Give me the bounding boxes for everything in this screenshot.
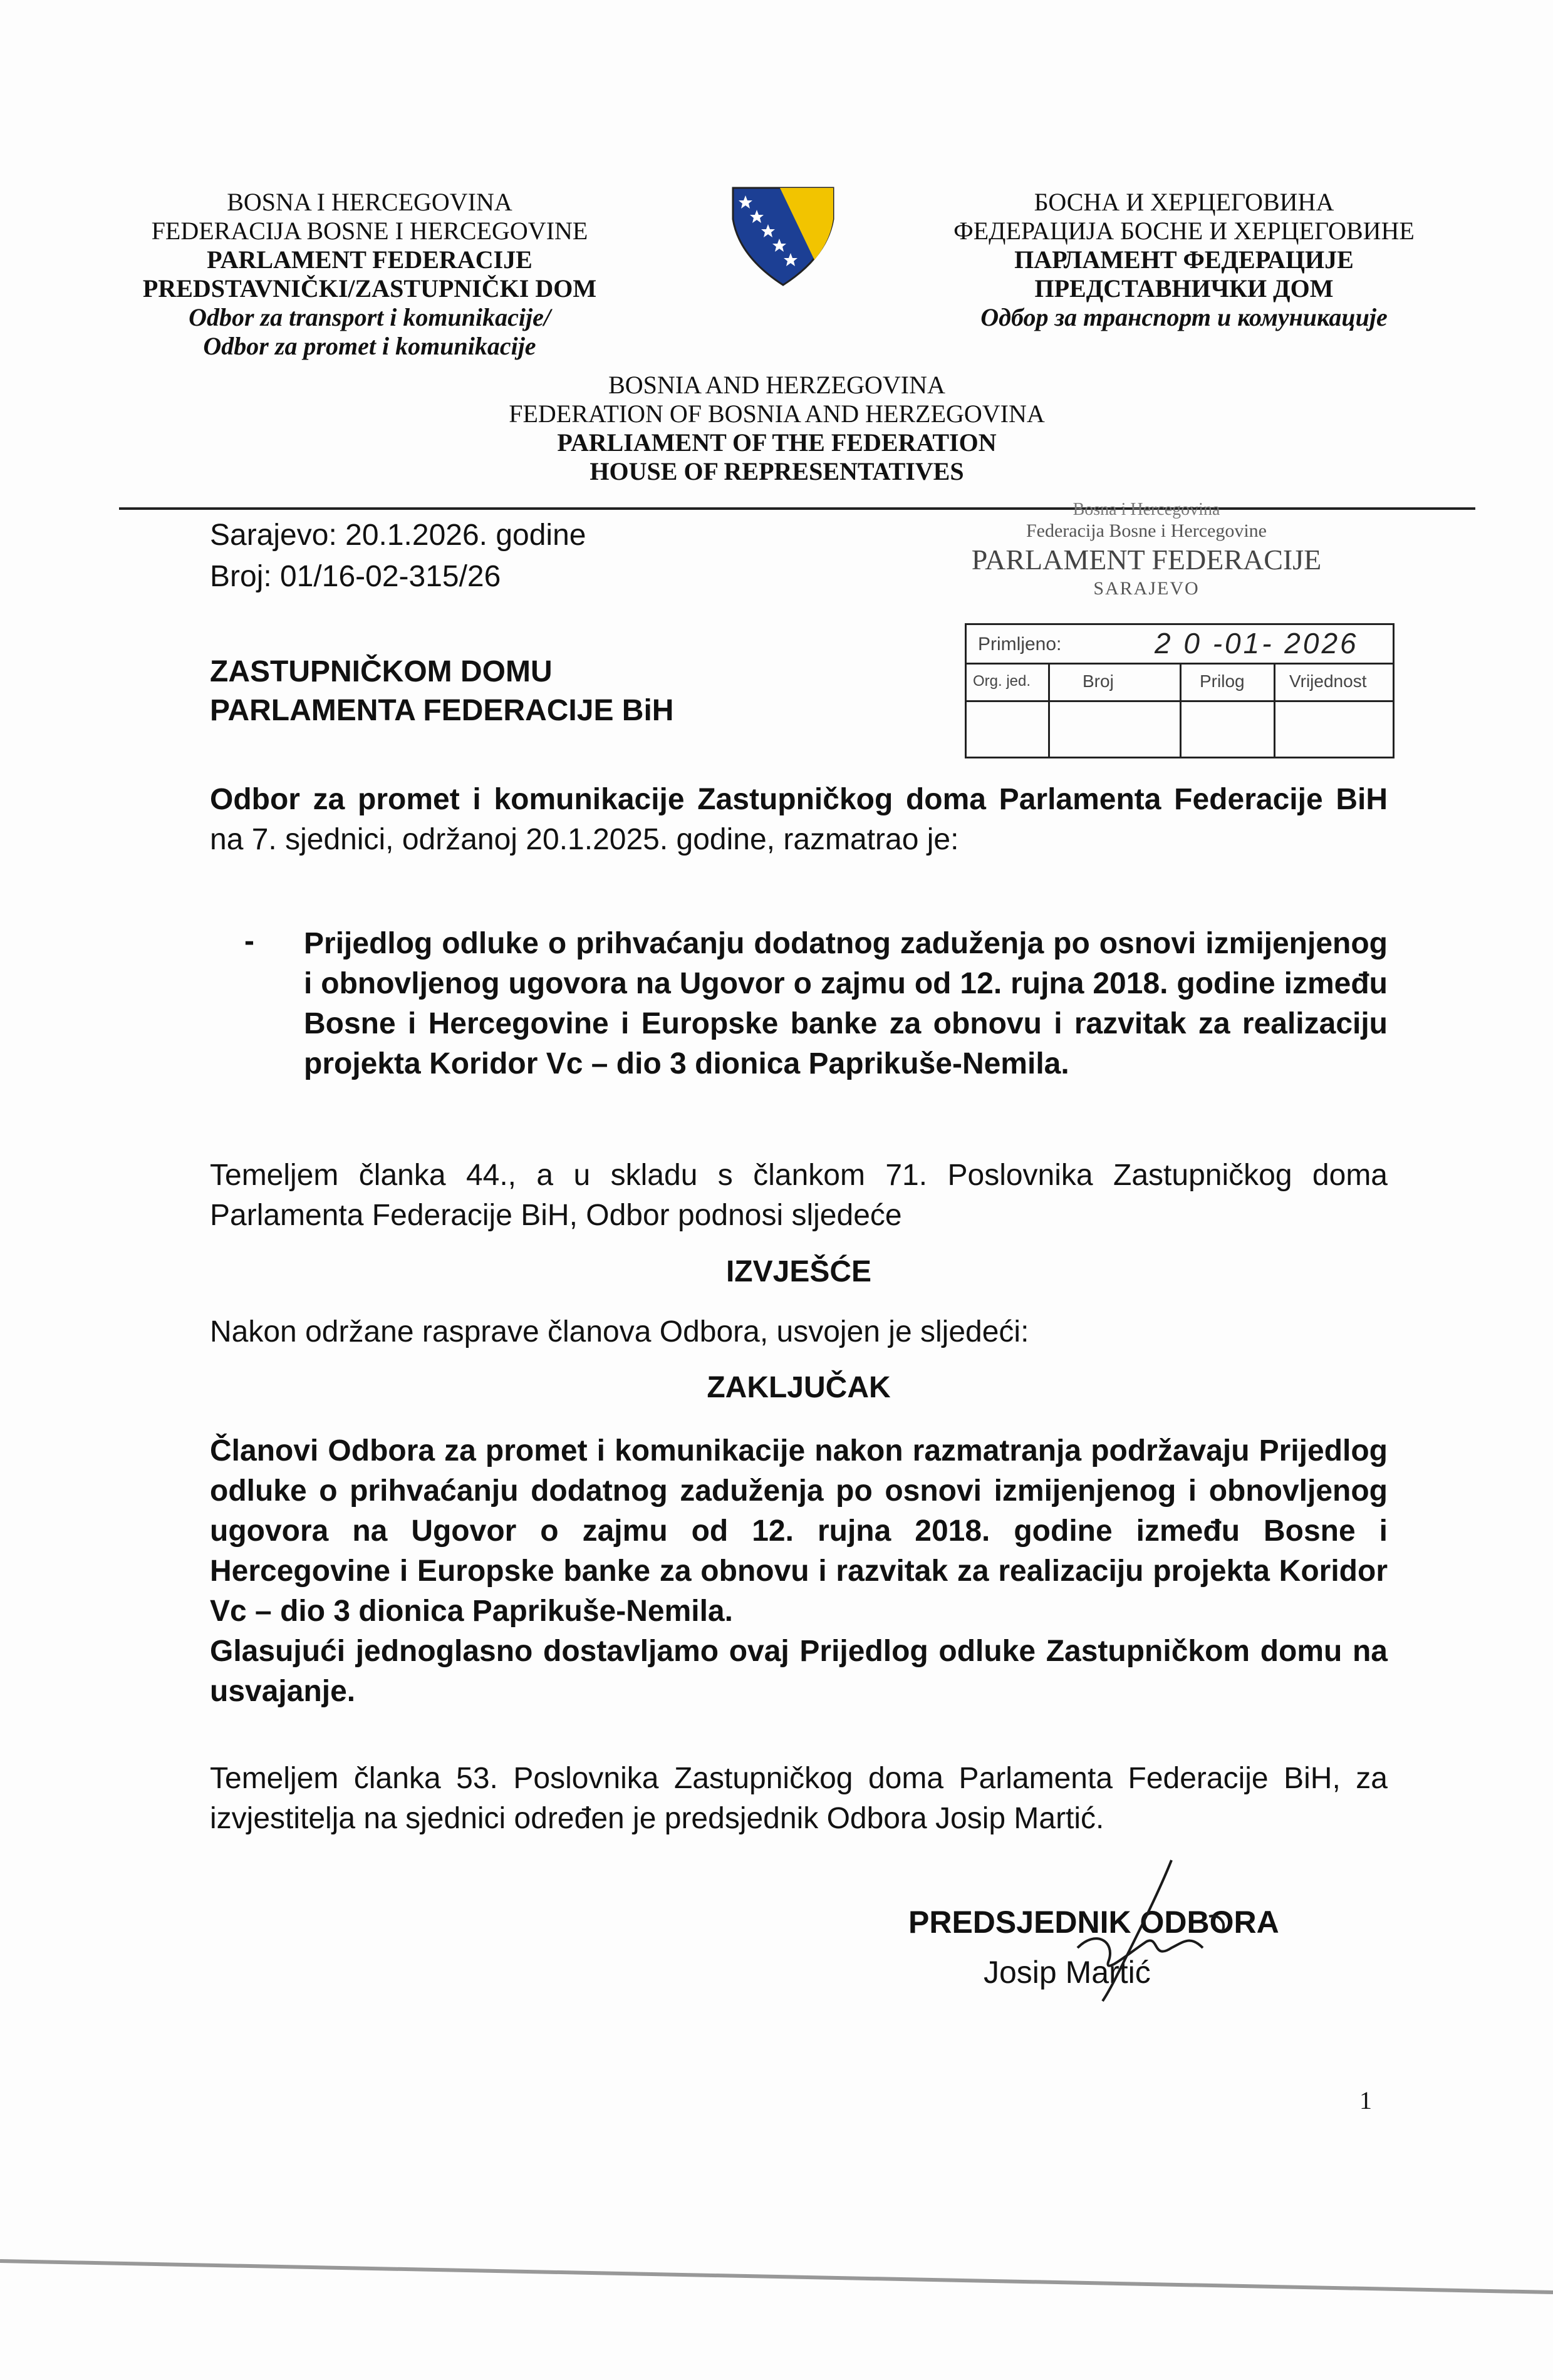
- header-center: [401, 371, 1153, 486]
- agenda-item: Prijedlog odluke o prihvaćanju dodatnog zaduženja po osnovi izmijenjenog i obnovljenog ugovora na Ugovor o zajmu od 12. rujna 2018. godine između Bosne i Hercegovine i Europske banke za obnovu i razvitak za realizaciju projekta Koridor Vc – dio 3 dionica Paprikuše-Nemila.: [304, 927, 1388, 1080]
- recipient-line2: PARLAMENTA FEDERACIJE BiH: [210, 694, 674, 727]
- document-date: Sarajevo: 20.1.2026. godine: [210, 519, 586, 552]
- stamp-divider-1: [1048, 663, 1050, 757]
- reception-stamp-box: [965, 623, 1395, 758]
- document-number: Broj: 01/16-02-315/26: [210, 560, 501, 593]
- legal-basis-paragraph: Temeljem članka 44., a u skladu s člankom 71. Poslovnika Zastupničkog doma Parlamenta Federacije BiH, Odbor podnosi sljedeće: [210, 1159, 1388, 1232]
- report-heading: IZVJEŠĆE: [725, 1255, 872, 1288]
- stamp-divider-2: [1180, 663, 1182, 757]
- document-meta: [210, 515, 586, 598]
- adopted-paragraph: Nakon održane rasprave članova Odbora, usvojen je sljedeći:: [210, 1315, 1029, 1348]
- signature-title: PREDSJEDNIK ODBORA: [908, 1905, 1279, 1940]
- header-right-line4: ПРЕДСТАВНИЧКИ ДОМ: [1034, 274, 1334, 303]
- header-left-line1: BOSNA I HERCEGOVINA: [227, 188, 512, 216]
- header-center-line3: PARLIAMENT OF THE FEDERATION: [557, 428, 997, 457]
- header-left-line6: Odbor za promet i komunikacije: [203, 332, 536, 360]
- header-left-line5: Odbor za transport i komunikacije/: [189, 303, 551, 331]
- handwritten-signature: [1002, 1854, 1265, 2004]
- recipient-line1: ZASTUPNIČKOM DOMU: [210, 655, 553, 688]
- intro-bold: Odbor za promet i komunikacije Zastupničkog doma Parlamenta Federacije BiH: [210, 783, 1388, 816]
- stamp-line1: Federacija Bosne i Hercegovine: [1026, 520, 1267, 541]
- agenda-bullet: -: [244, 924, 254, 958]
- stamp-received-label: Primljeno:: [978, 634, 1062, 654]
- header-left-line4: PREDSTAVNIČKI/ZASTUPNIČKI DOM: [142, 274, 597, 303]
- conclusion-heading: ZAKLJUČAK: [707, 1371, 891, 1404]
- stamp-line2: PARLAMENT FEDERACIJE: [971, 544, 1322, 576]
- stamp-col2: Broj: [1083, 671, 1114, 691]
- signature-name: Josip Martić: [984, 1955, 1151, 1990]
- rapporteur-paragraph: Temeljem članka 53. Poslovnika Zastupničkog doma Parlamenta Federacije BiH, za izvjestitelja na sjednici određen je predsjednik Odbora Josip Martić.: [210, 1762, 1388, 1835]
- stamp-col4: Vrijednost: [1289, 671, 1367, 691]
- coat-of-arms-icon: [720, 182, 846, 288]
- header-center-line4: HOUSE OF REPRESENTATIVES: [590, 457, 964, 485]
- conclusion-paragraph: Članovi Odbora za promet i komunikacije nakon razmatranja podržavaju Prijedlog odluke o prihvaćanju dodatnog zaduženja po osnovi izmijenjenog i obnovljenog ugovora na Ugovor o zajmu od 12. rujna 2018. godine između Bosne i Hercegovine i Europske banke za obnovu i razvitak za realizaciju projekta Koridor Vc – dio 3 dionica Paprikuše-Nemila.: [210, 1434, 1388, 1628]
- stamp-top-line: Bosna i Hercegovina: [1073, 500, 1220, 519]
- stamp-received-row: [967, 625, 1393, 665]
- vote-paragraph: Glasujući jednoglasno dostavljamo ovaj Prijedlog odluke Zastupničkom domu na usvajanje.: [210, 1635, 1388, 1708]
- header-right: [927, 188, 1441, 332]
- header-right-line2: ФЕДЕРАЦИЈА БОСНЕ И ХЕРЦЕГОВИНЕ: [953, 217, 1415, 245]
- header-left-line3: PARLAMENT FEDERACIJE: [207, 246, 532, 274]
- header-right-line5: Одбор за транспорт и комуникације: [980, 303, 1388, 331]
- header-right-line1: БОСНА И ХЕРЦЕГОВИНА: [1034, 188, 1334, 216]
- stamp-line3: SARAJEVO: [1093, 578, 1200, 599]
- recipient: [210, 653, 673, 730]
- stamp-divider-3: [1274, 663, 1275, 757]
- header-center-line2: FEDERATION OF BOSNIA AND HERZEGOVINA: [509, 400, 1045, 428]
- intro-rest: na 7. sjednici, održanoj 20.1.2025. godine, razmatrao je:: [210, 823, 959, 856]
- reception-stamp-heading: [902, 501, 1391, 601]
- stamp-col1: Org. jed.: [973, 673, 1031, 690]
- header-center-line1: BOSNIA AND HERZEGOVINA: [608, 371, 945, 399]
- scan-edge-shadow: [0, 2248, 1553, 2317]
- header-left: [125, 188, 614, 361]
- intro-paragraph: [210, 780, 1388, 860]
- stamp-col3: Prilog: [1200, 671, 1245, 691]
- header-right-line3: ПАРЛАМЕНТ ФЕДЕРАЦИЈЕ: [1014, 246, 1354, 274]
- header-left-line2: FEDERACIJA BOSNE I HERCEGOVINE: [151, 217, 588, 245]
- page-number: 1: [1359, 2086, 1372, 2114]
- stamp-received-value: 2 0 -01- 2026: [1155, 627, 1359, 660]
